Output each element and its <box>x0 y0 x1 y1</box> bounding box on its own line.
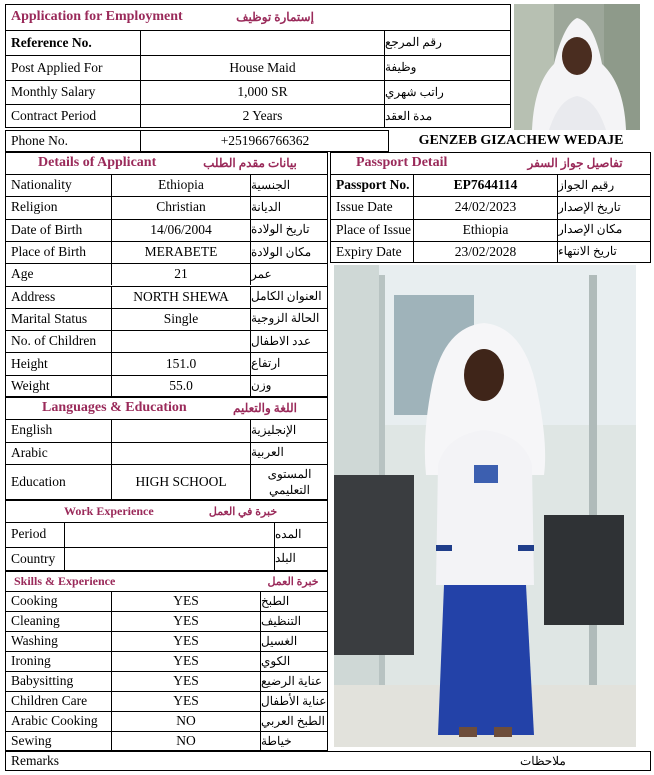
details-rows-label-ar: عدد الاطفال <box>251 333 311 348</box>
work-rows-label: Period <box>11 526 47 542</box>
language-rows-label-ar: الإنجليزية <box>251 422 297 437</box>
skills-rows-label: Arabic Cooking <box>11 713 98 728</box>
salary-label: Monthly Salary <box>11 84 96 99</box>
skills-rows-value: YES <box>173 593 199 608</box>
form-title-ar: إستمارة توظيف <box>236 9 314 24</box>
skills-rows-label-ar: الطبخ العربي <box>261 713 325 728</box>
skills-rows-value: NO <box>176 713 196 728</box>
details-rows-label: Address <box>11 288 56 304</box>
passport-rows-value: EP7644114 <box>453 177 518 193</box>
details-rows-label-ar: الجنسية <box>251 177 291 192</box>
languages-heading-en: Languages & Education <box>42 400 187 415</box>
education-label-ar-line2: التعليمي <box>269 483 310 497</box>
language-rows-value <box>112 419 250 442</box>
skills-rows-label: Washing <box>11 633 58 648</box>
details-rows-value: 55.0 <box>169 377 193 393</box>
work-rows-value <box>65 547 274 572</box>
skills-rows-value: YES <box>173 693 199 708</box>
skills-heading-en: Skills & Experience <box>14 573 116 588</box>
skills-heading-ar: خبرة العمل <box>267 575 319 588</box>
skills-rows-label-ar: عناية الرضيع <box>261 673 323 688</box>
skills-rows-label: Ironing <box>11 653 51 668</box>
skills-rows-label: Sewing <box>11 733 52 748</box>
post-label-ar: وظيفة <box>385 60 417 74</box>
work-rows-label: Country <box>11 550 56 566</box>
details-rows-label: Religion <box>11 199 58 215</box>
passport-rows-label: Place of Issue <box>336 221 411 237</box>
details-rows-value: 14/06/2004 <box>150 221 212 237</box>
skills-rows-label-ar: الطبخ <box>261 593 290 608</box>
passport-rows-label-ar: مكان الإصدار <box>558 222 623 237</box>
skills-rows-label: Cleaning <box>11 613 60 628</box>
details-rows-value: 21 <box>174 266 188 282</box>
work-rows-label-ar: البلد <box>275 551 296 566</box>
details-rows-value: MERABETE <box>144 244 218 260</box>
reference-label: Reference No. <box>11 34 92 50</box>
details-rows-label: No. of Children <box>11 333 97 349</box>
skills-rows-label: Babysitting <box>11 673 74 688</box>
details-rows-label-ar: مكان الولادة <box>251 244 312 259</box>
details-rows-label-ar: ارتفاع <box>251 356 281 371</box>
details-rows-label: Weight <box>11 377 50 393</box>
skills-rows-label: Cooking <box>11 593 58 608</box>
details-rows-label-ar: الديانة <box>251 199 282 214</box>
skills-rows-value: YES <box>173 653 199 668</box>
passport-heading-ar: تفاصيل جواز السفر <box>527 155 623 170</box>
remarks-label-ar: ملاحظات <box>520 753 566 768</box>
passport-rows-label-ar: رقيم الجواز <box>558 177 615 192</box>
applicant-name: GENZEB GIZACHEW WEDAJE <box>418 133 624 148</box>
skills-rows-value: YES <box>173 613 199 628</box>
details-rows-label: Date of Birth <box>11 221 83 237</box>
remarks-label: Remarks <box>11 753 59 768</box>
reference-value <box>141 30 384 55</box>
details-rows-value: 151.0 <box>165 355 197 371</box>
contract-label: Contract Period <box>11 108 97 123</box>
details-rows-label: Place of Birth <box>11 244 86 260</box>
details-rows-value <box>112 330 250 352</box>
details-rows-value: Single <box>163 310 199 326</box>
skills-rows-value: YES <box>173 673 199 688</box>
passport-rows-label: Expiry Date <box>336 243 402 259</box>
post-value: House Maid <box>229 59 296 75</box>
skills-rows-value: NO <box>176 733 196 748</box>
details-heading-en: Details of Applicant <box>38 155 157 170</box>
skills-rows-label-ar: عناية الأطفال <box>261 693 327 708</box>
education-label-ar-line1: المستوى <box>267 467 312 481</box>
details-rows-label: Age <box>11 266 34 282</box>
applicant-headshot-photo <box>514 4 640 130</box>
language-rows-value <box>112 442 250 465</box>
skills-rows-label: Children Care <box>11 693 88 708</box>
education-label: Education <box>11 474 66 489</box>
details-rows-label: Marital Status <box>11 310 88 326</box>
passport-rows-value: Ethiopia <box>462 221 509 237</box>
skills-rows-label-ar: الغسيل <box>261 633 298 648</box>
salary-label-ar: راتب شهري <box>385 84 444 99</box>
passport-heading-en: Passport Detail <box>356 155 448 170</box>
language-rows-label: Arabic <box>11 444 48 460</box>
work-heading-en: Work Experience <box>64 503 154 518</box>
skills-rows-value: YES <box>173 633 199 648</box>
post-label: Post Applied For <box>11 59 103 75</box>
education-label-ar <box>251 466 328 498</box>
details-rows-label: Height <box>11 355 48 371</box>
work-heading-ar: خبرة في العمل <box>208 505 278 518</box>
skills-rows-label-ar: خياطة <box>261 733 292 748</box>
details-rows-label: Nationality <box>11 177 72 193</box>
form-title-en: Application for Employment <box>11 9 183 24</box>
passport-rows-label-ar: تاريخ الإصدار <box>558 199 621 214</box>
details-rows-label-ar: العنوان الكامل <box>251 289 322 304</box>
language-rows-label: English <box>11 422 53 438</box>
passport-rows-label-ar: تاريخ الانتهاء <box>558 244 617 259</box>
applicant-fullbody-photo <box>334 265 636 747</box>
reference-label-ar: رقم المرجع <box>385 35 442 49</box>
contract-value: 2 Years <box>242 108 283 123</box>
passport-rows-label: Issue Date <box>336 199 393 215</box>
details-rows-label-ar: تاريخ الولادة <box>251 222 310 237</box>
details-rows-value: NORTH SHEWA <box>133 288 229 304</box>
languages-heading-ar: اللغة والتعليم <box>233 400 297 415</box>
work-rows-label-ar: المده <box>275 526 302 541</box>
details-rows-label-ar: وزن <box>251 378 272 393</box>
details-rows-value: Christian <box>156 199 206 215</box>
education-value: HIGH SCHOOL <box>135 474 227 489</box>
details-rows-label-ar: عمر <box>251 266 272 281</box>
contract-label-ar: مدة العقد <box>385 108 433 123</box>
phone-value: +251966766362 <box>220 133 310 148</box>
passport-rows-label: Passport No. <box>336 177 410 193</box>
phone-label: Phone No. <box>11 133 68 148</box>
skills-rows-label-ar: الكوي <box>261 653 291 668</box>
passport-rows-value: 23/02/2028 <box>454 243 517 259</box>
details-rows-label-ar: الحالة الزوجية <box>251 311 320 326</box>
details-rows-value: Ethiopia <box>158 177 204 193</box>
work-rows-value <box>65 522 274 547</box>
language-rows-label-ar: العربية <box>251 445 284 460</box>
details-heading-ar: بيانات مقدم الطلب <box>203 155 297 170</box>
salary-value: 1,000 SR <box>237 84 288 99</box>
skills-rows-label-ar: التنظيف <box>261 613 302 628</box>
passport-rows-value: 24/02/2023 <box>454 199 517 215</box>
